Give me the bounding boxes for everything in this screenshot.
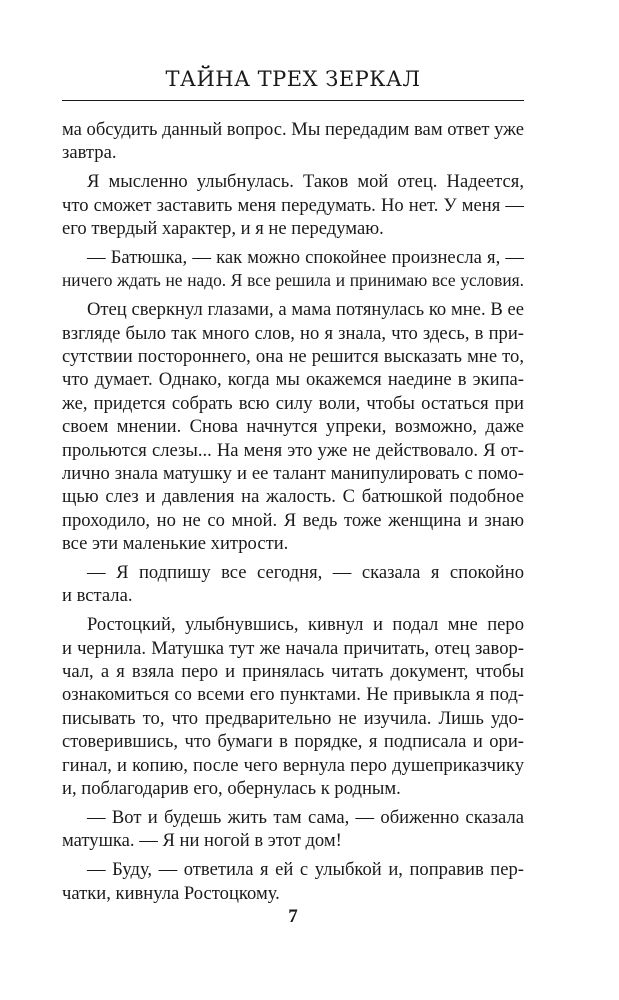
text-line: гинал, и копию, после чего вернула перо душеприказчику (62, 754, 524, 776)
text-line: своем мнении. Снова начнутся упреки, возможно, даже (62, 416, 524, 438)
text-line: сутствии постороннего, она не решится высказать мне то, (62, 346, 524, 368)
body-text (62, 118, 524, 911)
text-line: проходило, но не со мной. Я ведь тоже женщина и знаю (62, 509, 524, 531)
text-line: — Буду, — ответила я ей с улыбкой и, поправив пер- (87, 859, 524, 881)
text-line: стоверившись, что бумаги в порядке, я подписала и ори- (62, 731, 524, 753)
text-line: что сможет заставить меня передумать. Но нет. У меня — (62, 194, 524, 216)
text-line: щью слез и давления на жалость. С батюшкой подобное (62, 486, 524, 508)
running-head-title: ТАЙНА ТРЕХ ЗЕРКАЛ (165, 67, 421, 91)
text-line: его твердый характер, и я не передумаю. (62, 218, 384, 240)
paragraph (62, 858, 524, 905)
text-line: матушка. — Я ни ногой в этот дом! (62, 830, 342, 852)
paragraph (62, 118, 524, 165)
text-line: ознакомиться со всеми его пунктами. Не привыкла я под- (62, 684, 524, 706)
text-line: чатки, кивнула Ростоцкому. (62, 882, 280, 904)
paragraph (62, 246, 524, 293)
text-line: — Батюшка, — как можно спокойнее произнесла я, — (87, 246, 524, 268)
text-line: что думает. Однако, когда мы окажемся наедине в экипа- (62, 369, 524, 391)
paragraph (62, 561, 524, 608)
header-rule (62, 100, 524, 101)
text-line: прольются слезы... На меня это уже не действовало. Я от- (62, 439, 524, 461)
page-number: 7 (288, 906, 298, 927)
text-line: завтра. (62, 142, 117, 164)
text-line: и чернила. Матушка тут же начала причитать, отец завор- (62, 637, 524, 659)
text-line: Отец сверкнул глазами, а мама потянулась ко мне. В ее (87, 299, 524, 321)
text-line: и встала. (62, 585, 133, 607)
text-line: лично знала матушку и ее талант манипулировать с помо- (62, 462, 524, 484)
text-line: взгляде было так много слов, но я знала, что здесь, в при- (62, 322, 524, 344)
paragraph (62, 613, 524, 800)
paragraph (62, 170, 524, 240)
text-line: — Вот и будешь жить там сама, — обиженно сказала (87, 806, 524, 828)
paragraph (62, 298, 524, 555)
text-line: же, придется собрать всю силу воли, чтобы остаться при (62, 392, 524, 414)
text-line: писывать то, что предварительно не изучила. Лишь удо- (62, 707, 524, 729)
text-line: — Я подпишу все сегодня, — сказала я спокойно (87, 562, 524, 584)
text-line: Я мысленно улыбнулась. Таков мой отец. Надеется, (87, 171, 524, 193)
text-line: чал, а я взяла перо и принялась читать документ, чтобы (62, 661, 524, 683)
text-line: ничего ждать не надо. Я все решила и принимаю все условия. (62, 270, 524, 291)
text-line: ма обсудить данный вопрос. Мы передадим вам ответ уже (62, 119, 525, 140)
paragraph (62, 806, 524, 853)
text-line: и, поблагодарив его, обернулась к родным. (62, 778, 401, 800)
text-line: Ростоцкий, улыбнувшись, кивнул и подал мне перо (87, 614, 524, 636)
text-line: все эти маленькие хитрости. (62, 533, 289, 555)
